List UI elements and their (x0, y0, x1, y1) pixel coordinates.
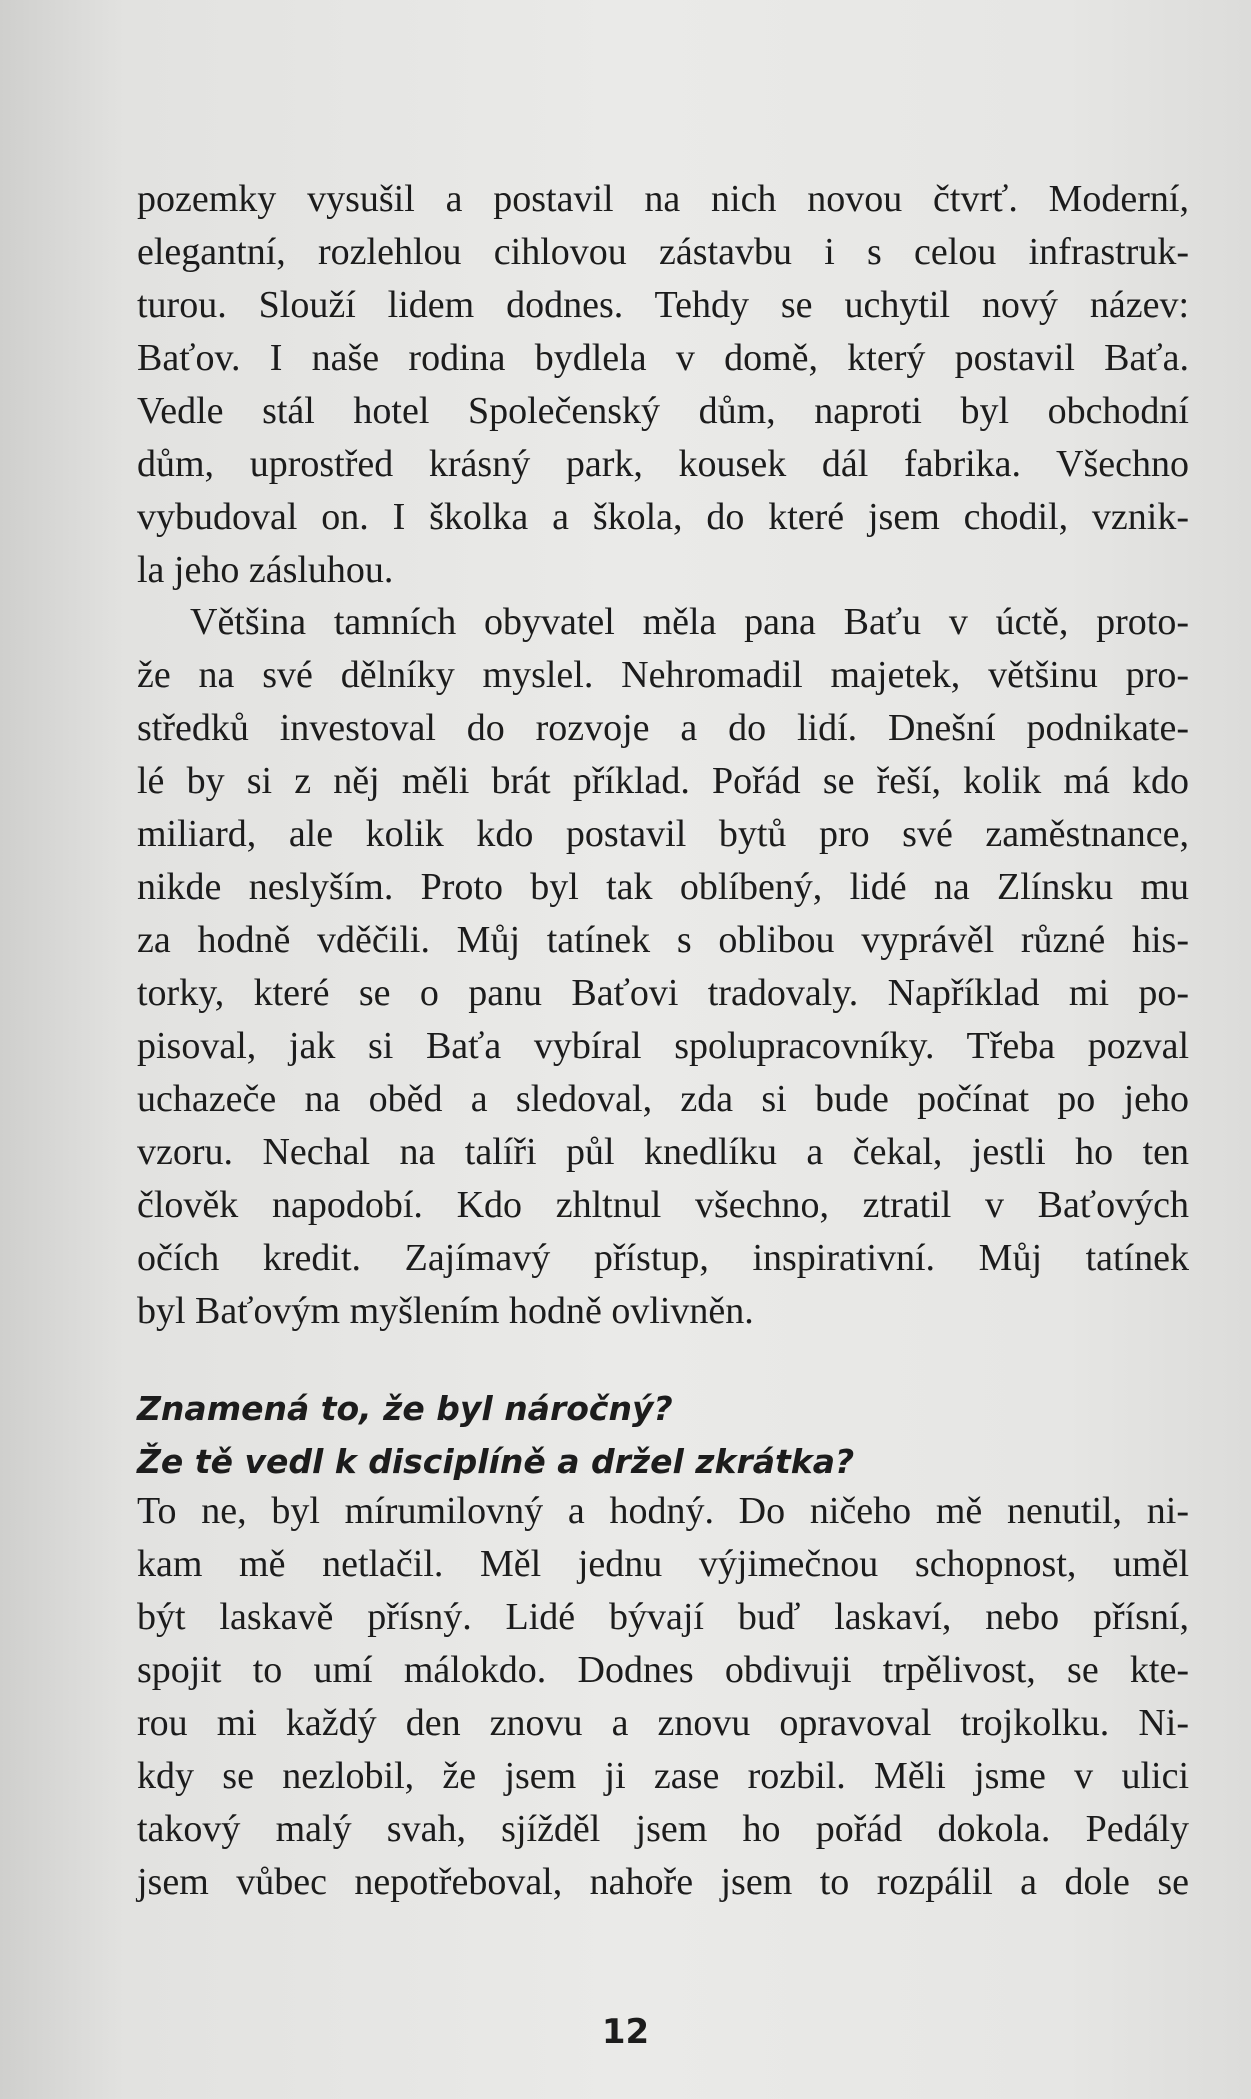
text-line: jsem vůbec nepotřeboval, nahoře jsem to rozpálil a dole se (137, 1861, 1189, 1903)
text-line: Baťov. I naše rodina bydlela v domě, který postavil Baťa. (137, 337, 1189, 379)
text-line: očích kredit. Zajímavý přístup, inspirativní. Můj tatínek (137, 1237, 1189, 1279)
text-line: torky, které se o panu Baťovi tradovaly. Například mi po- (137, 972, 1189, 1014)
text-line: Většina tamních obyvatel měla pana Baťu v úctě, proto- (190, 601, 1189, 643)
text-line: lé by si z něj měli brát příklad. Pořád se řeší, kolik má kdo (137, 760, 1189, 802)
question-line: Znamená to, že byl náročný? (137, 1389, 673, 1428)
text-line: že na své dělníky myslel. Nehromadil majetek, většinu pro- (137, 654, 1189, 696)
text-line: dům, uprostřed krásný park, kousek dál fabrika. Všechno (137, 443, 1189, 485)
text-line: uchazeče na oběd a sledoval, zda si bude počínat po jeho (137, 1078, 1189, 1120)
interview-answer (137, 1485, 1189, 1909)
text-line: pozemky vysušil a postavil na nich novou čtvrť. Moderní, (137, 178, 1189, 220)
text-line: pisoval, jak si Baťa vybíral spolupracovníky. Třeba pozval (137, 1025, 1189, 1067)
text-line: vybudoval on. I školka a škola, do které jsem chodil, vznik- (137, 496, 1189, 538)
text-line: být laskavě přísný. Lidé bývají buď laskaví, nebo přísní, (137, 1596, 1189, 1638)
text-line: člověk napodobí. Kdo zhltnul všechno, ztratil v Baťových (137, 1184, 1189, 1226)
text-line: kdy se nezlobil, že jsem ji zase rozbil. Měli jsme v ulici (137, 1755, 1189, 1797)
text-line: la jeho zásluhou. (137, 549, 394, 591)
text-line: rou mi každý den znovu a znovu opravoval trojkolku. Ni- (137, 1702, 1189, 1744)
text-line: nikde neslyším. Proto byl tak oblíbený, lidé na Zlínsku mu (137, 866, 1189, 908)
text-line: turou. Slouží lidem dodnes. Tehdy se uchytil nový název: (137, 284, 1189, 326)
text-line: elegantní, rozlehlou cihlovou zástavbu i s celou infrastruk- (137, 231, 1189, 273)
text-line: za hodně vděčili. Můj tatínek s oblibou vyprávěl různé his- (137, 919, 1189, 961)
question-line: Že tě vedl k disciplíně a držel zkrátka? (137, 1442, 855, 1481)
text-line: kam mě netlačil. Měl jednu výjimečnou schopnost, uměl (137, 1543, 1189, 1585)
text-line: středků investoval do rozvoje a do lidí. Dnešní podnikate- (137, 707, 1189, 749)
text-line: spojit to umí málokdo. Dodnes obdivuji trpělivost, se kte- (137, 1649, 1189, 1691)
interview-question (137, 1382, 1189, 1488)
text-line: vzoru. Nechal na talíři půl knedlíku a čekal, jestli ho ten (137, 1131, 1189, 1173)
text-line: Vedle stál hotel Společenský dům, naproti byl obchodní (137, 390, 1189, 432)
text-line: takový malý svah, sjížděl jsem ho pořád dokola. Pedály (137, 1808, 1189, 1850)
text-line: miliard, ale kolik kdo postavil bytů pro své zaměstnance, (137, 813, 1189, 855)
page-number: 12 (601, 2012, 650, 2052)
paragraph-2 (137, 596, 1189, 1338)
text-line: byl Baťovým myšlením hodně ovlivněn. (137, 1290, 754, 1332)
paragraph-1 (137, 173, 1189, 597)
text-line: To ne, byl mírumilovný a hodný. Do ničeho mě nenutil, ni- (137, 1490, 1189, 1532)
